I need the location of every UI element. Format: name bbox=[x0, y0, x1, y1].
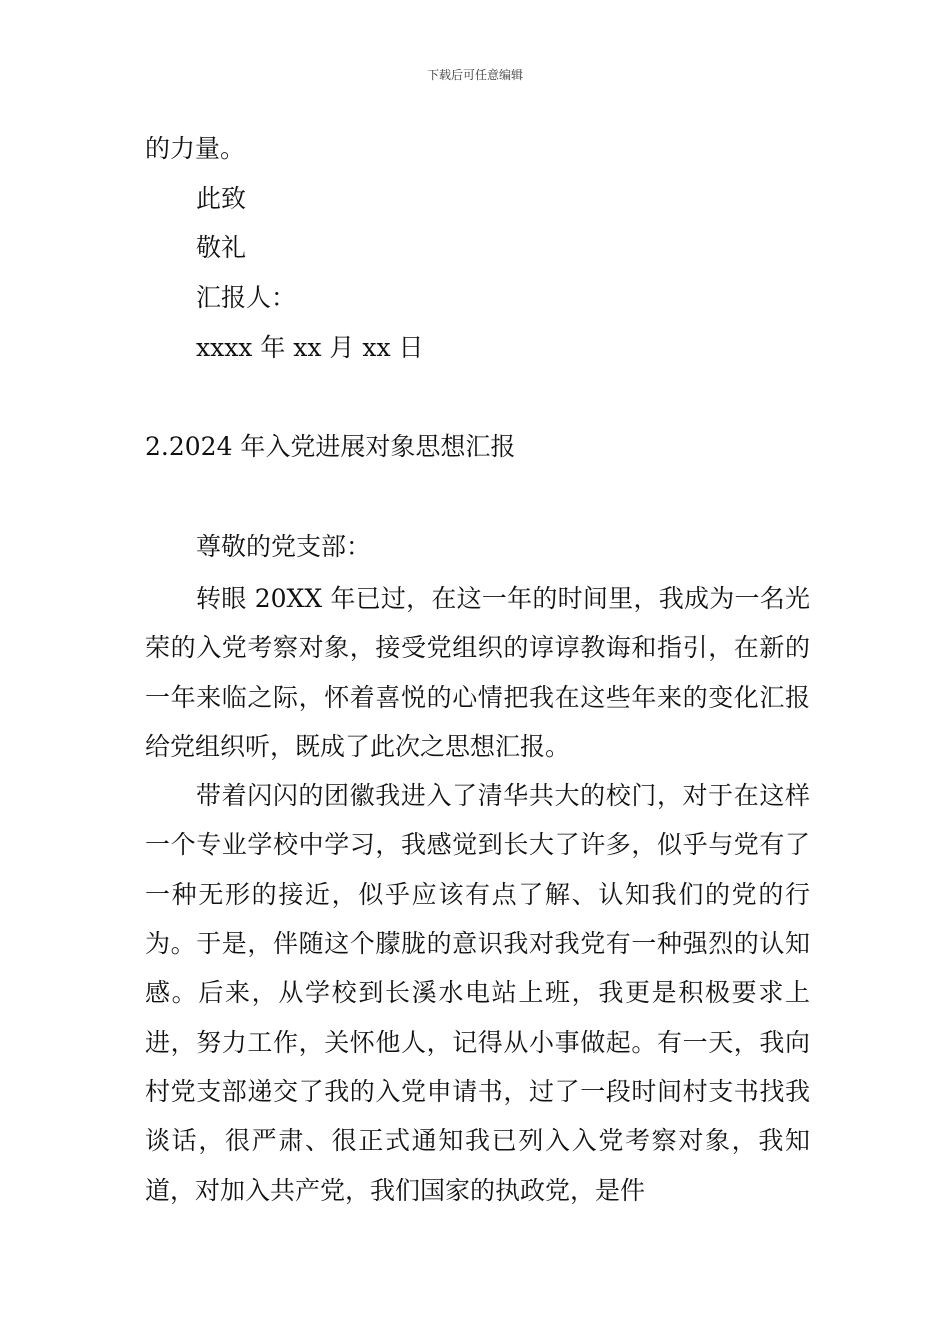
report-body bbox=[145, 574, 810, 1215]
closing-continuation: 的力量。 bbox=[145, 134, 246, 163]
salutation-line-2: 敬礼 bbox=[196, 233, 247, 262]
paragraph-1: 转眼 20XX 年已过，在这一年的时间里，我成为一名光荣的入党考察对象，接受党组织的谆谆教诲和指引，在新的一年来临之际，怀着喜悦的心情把我在这些年来的变化汇报给党组织听，既成了此次之思想汇报。 bbox=[145, 584, 810, 761]
reporter-line: 汇报人： bbox=[196, 283, 297, 312]
section-title: 2.2024 年入党进展对象思想汇报 bbox=[145, 432, 516, 461]
salutation-line-1: 此致 bbox=[196, 184, 247, 213]
date-line: xxxx 年 xx 月 xx 日 bbox=[196, 333, 424, 362]
paragraph-2: 带着闪闪的团徽我进入了清华共大的校门，对于在这样一个专业学校中学习，我感觉到长大了许多，似乎与党有了一种无形的接近，似乎应该有点了解、认知我们的党的行为。于是，伴随这个朦胧的意识我对我党有一种强烈的认知感。后来，从学校到长溪水电站上班，我更是积极要求上进，努力工作，关怀他人，记得从小事做起。有一天，我向村党支部递交了我的入党申请书，过了一段时间村支书找我谈话，很严肃、很正式通知我已列入入党考察对象，我知道，对加入共产党，我们国家的执政党，是件 bbox=[145, 781, 810, 1205]
greeting-line: 尊敬的党支部： bbox=[196, 532, 372, 561]
page-header: 下载后可任意编辑 bbox=[426, 68, 523, 82]
